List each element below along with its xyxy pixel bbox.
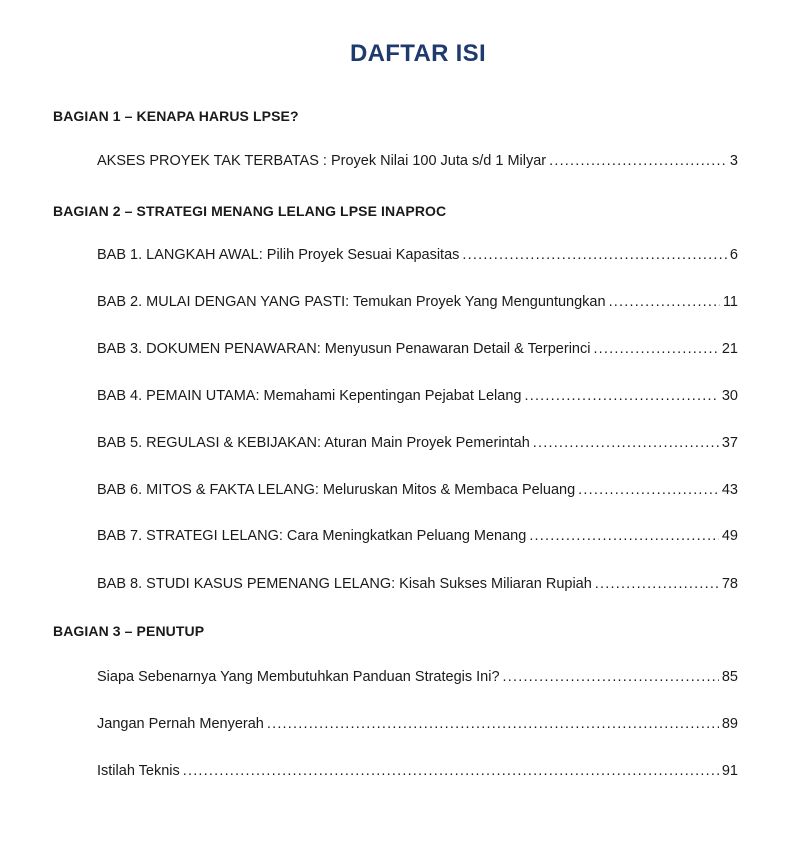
- toc-entry-page: 49: [721, 528, 738, 544]
- toc-entry-page: 21: [721, 341, 738, 357]
- toc-entry-title: Siapa Sebenarnya Yang Membutuhkan Panduan Strategis Ini?: [97, 669, 500, 685]
- toc-entry-page: 30: [721, 388, 738, 404]
- toc-entry-page: 6: [729, 247, 738, 263]
- toc-entry-page: 37: [721, 435, 738, 451]
- toc-entry-title: BAB 4. PEMAIN UTAMA: Memahami Kepentingan Pejabat Lelang: [97, 388, 522, 404]
- dot-leader: [267, 716, 719, 732]
- dot-leader: [549, 153, 727, 169]
- toc-entry-page: 91: [721, 763, 738, 779]
- toc-entry-page: 43: [721, 482, 738, 498]
- dot-leader: [595, 576, 719, 592]
- part-heading-3: BAGIAN 3 – PENUTUP: [53, 623, 205, 639]
- toc-entry-title: BAB 5. REGULASI & KEBIJAKAN: Aturan Main Proyek Pemerintah: [97, 435, 530, 451]
- toc-entry-page: 11: [722, 294, 738, 310]
- dot-leader: [593, 341, 718, 357]
- dot-leader: [533, 435, 719, 451]
- toc-entry-title: BAB 3. DOKUMEN PENAWARAN: Menyusun Penawaran Detail & Terperinci: [97, 341, 591, 357]
- toc-entry[interactable]: [97, 247, 738, 263]
- toc-entry[interactable]: [97, 716, 738, 732]
- toc-entry[interactable]: [97, 388, 738, 404]
- toc-entry-title: BAB 2. MULAI DENGAN YANG PASTI: Temukan Proyek Yang Menguntungkan: [97, 294, 606, 310]
- toc-entry-page: 3: [729, 153, 738, 169]
- toc-entry-title: Jangan Pernah Menyerah: [97, 716, 264, 732]
- toc-entry[interactable]: [97, 763, 738, 779]
- toc-entry-title: AKSES PROYEK TAK TERBATAS : Proyek Nilai 100 Juta s/d 1 Milyar: [97, 153, 547, 169]
- dot-leader: [183, 763, 719, 779]
- part-heading-2: BAGIAN 2 – STRATEGI MENANG LELANG LPSE INAPROC: [53, 203, 447, 219]
- toc-entry-title: BAB 7. STRATEGI LELANG: Cara Meningkatkan Peluang Menang: [97, 528, 527, 544]
- dot-leader: [578, 482, 719, 498]
- toc-entry[interactable]: [97, 669, 738, 685]
- toc-entry-title: BAB 6. MITOS & FAKTA LELANG: Meluruskan Mitos & Membaca Peluang: [97, 482, 576, 498]
- toc-entry[interactable]: [97, 153, 738, 169]
- toc-entry-title: BAB 8. STUDI KASUS PEMENANG LELANG: Kisah Sukses Miliaran Rupiah: [97, 576, 592, 592]
- toc-entry-page: 78: [721, 576, 738, 592]
- toc-entry[interactable]: [97, 294, 738, 310]
- toc-entry-title: BAB 1. LANGKAH AWAL: Pilih Proyek Sesuai Kapasitas: [97, 247, 460, 263]
- dot-leader: [609, 294, 720, 310]
- dot-leader: [529, 528, 719, 544]
- dot-leader: [462, 247, 727, 263]
- toc-entry-page: 85: [721, 669, 738, 685]
- toc-entry-page: 89: [721, 716, 738, 732]
- part-heading-1: BAGIAN 1 – KENAPA HARUS LPSE?: [53, 108, 299, 124]
- dot-leader: [503, 669, 719, 685]
- toc-entry[interactable]: [97, 482, 738, 498]
- toc-entry[interactable]: [97, 528, 738, 544]
- dot-leader: [524, 388, 718, 404]
- toc-entry[interactable]: [97, 341, 738, 357]
- toc-entry-title: Istilah Teknis: [97, 763, 180, 779]
- toc-entry[interactable]: [97, 576, 738, 592]
- page-title: DAFTAR ISI: [350, 40, 486, 67]
- toc-entry[interactable]: [97, 435, 738, 451]
